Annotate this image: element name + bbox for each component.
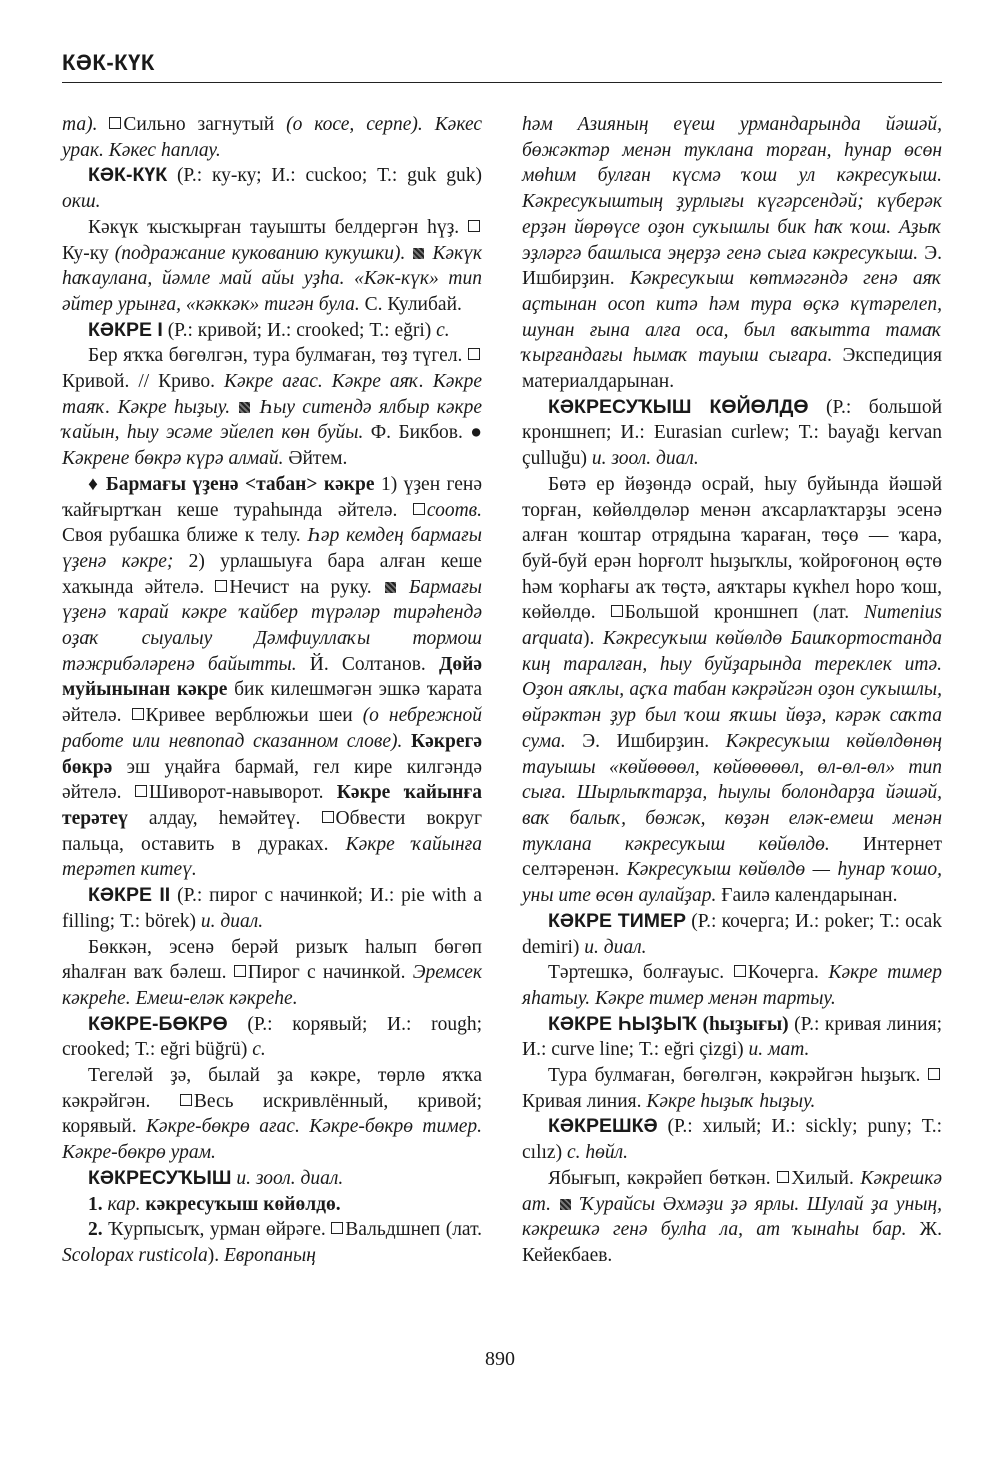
header-rule [62, 82, 942, 83]
entry-kak-kuk: КӘК-КҮК (Р.: ку-ку; И.: cuckoo; Т.: guk guk) окш. [62, 164, 482, 213]
headword: КӘКРЕ II [88, 884, 171, 907]
headword: КӘКРЕ-БӨКРӨ [88, 1012, 228, 1035]
entry-kakre-1: КӘКРЕ I (Р.: кривой; И.: crooked; Т.: eğri) с. [88, 318, 450, 341]
entry-continuation: һәм Азияның еүеш урмандарында йәшәй, бөжәктәр менән туклана торған, һунар өсөн мөһим булған күсмә ҡош ул кәкресуҡыш. Кәкресуҡыштың ҙурлығы күгәрсендәй; күберәк ерҙән йөрөүсе оҙон суҡышлы бик һаҡ ҡош. Аҙыҡ эҙләргә башлыса эңерҙә генә сыға кәкресуҡыш. Э. Ишбирҙин. Кәкресуҡыш көтмәгәндә генә аяҡ аҫтынан осоп китә һәм тура өҫкә күтәрелеп, шунан ғына алға оса, был ваҡытта тамаҡ ҡырғандағы һымаҡ тауыш сығара. Экспедиция материалдарынан. [522, 114, 942, 393]
headword: КӘК-КҮК [88, 164, 168, 187]
idiom-block: ♦ Бармағы үҙенә <табан> кәкре 1) үҙен генә ҡайғыртҡан кеше тураһында әйтелә. соотв. Своя рубашка ближе к телу. Һәр кемдең бармағы үҙенә кәкре; 2) урлашыуға бара алған кеше хаҡында әйтелә. Нечист на руку. Бармағы үҙенә ҡарай кәкре ҡайбер түрәләр тирәһендә оҙаҡ сыуалыу Дәмфиуллаҡы тормош тәжрибәләренә байытты. Й. Солтанов. Дөйә муйынынан кәкре бик килешмәгән эшкә ҡарата әйтелә. Кривее верблюжьи шеи (о небрежной работе или невпопад сказанном слове). Кәкрегә бөкрә эш уңайға бармай, гел кире килгәндә әйтелә. Шиворот-навыворот. Кәкре ҡайынға терәтеү алдау, һемәйтеү. Обвести вокруг пальца, оставить в дураках. Кәкре ҡайынға терәтеп китеү. [62, 473, 483, 881]
square-icon [468, 220, 480, 232]
diamond-icon: ♦ [88, 473, 100, 495]
hatched-square-icon [385, 582, 396, 593]
bullet-icon: ● [470, 422, 483, 444]
square-icon [132, 708, 144, 720]
page-number: 890 [485, 1348, 515, 1370]
definition: Бер яҡҡа бөгөлгән, тура булмаған, төҙ түгел. Кривой. // Криво. Кәкре ағас. Кәкре аяҡ. Кәкре таяҡ. Кәкре һыҙыу. Һыу ситендә ялбыр кәкре ҡайын, һыу эсәме эйелеп көн буйы. Ф. Бикбов. ● Кәкрене бөкрә күрә алмай. Әйтем. [62, 345, 483, 470]
headword: КӘКРЕСУҠЫШ [88, 1166, 232, 1189]
square-icon [413, 503, 425, 515]
right-column [522, 112, 942, 1269]
entry-kakre-hyzyk: КӘКРЕ ҺЫҘЫҠ (һыҙығы) (Р.: кривая линия; И.: curve line; Т.: eğri çizgi) и. мат. [522, 1012, 943, 1061]
square-icon [180, 1094, 192, 1106]
headword: КӘКРЕСУҠЫШ КӨЙӨЛДӨ [548, 395, 809, 418]
sense-1: 1. кар. кәкресуҡыш көйөлдө. [88, 1193, 341, 1215]
square-icon [777, 1171, 789, 1183]
square-icon [215, 580, 227, 592]
definition: Тура булмаған, бөгөлгән, кәкрәйгән һыҙыҡ. Кривая линия. Кәкре һыҙыҡ һыҙыу. [522, 1063, 942, 1114]
definition: Ябығып, кәкрәйеп бөткән. Хилый. Кәкрешкә ат. Ҡурайсы Әхмәҙи ҙә ярлы. Шулай ҙа уның, кәкрешкә генә булһа ла, ат ҡынаһы бар. Ж. Кейекбаев. [522, 1167, 943, 1266]
entry-continuation: та). Сильно загнутый (о косе, серпе). Кәкес урак. Кәкес һаплау. [62, 114, 483, 161]
square-icon [611, 605, 623, 617]
entry-kakre-2: КӘКРЕ II (Р.: пирог с начинкой; И.: pie with a filling; Т.: börek) и. диал. [62, 884, 482, 932]
sense-2: 2. Ҡурпысыҡ, урман өйрәге. Вальдшнеп (лат. Scolopax rusticola). Европаның [62, 1219, 483, 1266]
square-icon [234, 965, 246, 977]
definition: Кәкүк ҡысҡырған тауышты белдергән һүҙ. Ку-ку (подражание кукованию кукушки). Кәкүк һаҡаулана, йәмле май айы уҙһа. «Кәк-күк» тип әйтер урынға, «кәккәк» тигән була. С. Кулибай. [62, 216, 483, 315]
square-icon [322, 811, 334, 823]
hatched-square-icon [239, 402, 250, 413]
square-icon [109, 117, 121, 129]
hatched-square-icon [560, 1199, 571, 1210]
entry-kakre-timer: КӘКРЕ ТИМЕР (Р.: кочерга; И.: poker; Т.: ocak demiri) и. диал. [522, 909, 942, 958]
entry-kakreshka: КӘКРЕШКӘ (Р.: хилый; И.: sickly; puny; Т.: cılız) с. һөйл. [522, 1115, 942, 1164]
headword: КӘКРЕ I [88, 318, 163, 341]
headword: КӘКРЕ ҺЫҘЫҠ [548, 1012, 697, 1035]
entry-kakresukysh: КӘКРЕСУҠЫШ и. зоол. диал. [88, 1166, 344, 1189]
entry-kakre-bokro: КӘКРЕ-БӨКРӨ (Р.: корявый; И.: rough; crooked; Т.: eğri büğrü) с. [62, 1012, 482, 1061]
definition: Бөтә ер йөҙөндә осрай, һыу буйында йәшәй торған, көйөлдөләр менән аҡсарлаҡтарҙы эсенә алған ҡоштар отрядына ҡараған, төҫө — ҡара, буй-буй ерән һорғолт һыҙыҡлы, ҡойроғоноң өҫтө һәм ҡорһағы аҡ төҫтә, аяҡтары күкһел һоро ҡош, көйөлдө. Большой кроншнеп (лат. Numenius arquata). Кәкресуҡыш көйөлдө Башҡортостанда киң таралған, һыу буйҙарында тереклек итә. Оҙон аяҡлы, аҫҡа табан кәкрәйгән оҙон суҡышлы, өйрәктән ҙур был ҡош яҡшы йөҙә, кәрәк саҡта сума. Э. Ишбирҙин. Кәкресуҡыш көйөлдөнөң тауышы «көйөөөөл, көйөөөөөл, өл-өл-өл» тип сыға. Шырлыҡтарҙа, һыулы болондарҙа йәшәй, ваҡ балыҡ, бөжәк, көҙән еләк-емеш менән туклана кәкресуҡыш көйөлдө. Интернет селтәренән. Кәкресуҡыш көйөлдө — һунар ҡошо, уны ите өсөн аулайҙар. Ғаилә календарынан. [522, 473, 943, 907]
entry-kakresukysh-koyoldo: КӘКРЕСУҠЫШ КӨЙӨЛДӨ (Р.: большой кроншнеп; И.: Eurasian curlew; Т.: bayağı kervan çulluğu) и. зоол. диал. [522, 395, 943, 470]
running-head: КӘК-КҮК [62, 50, 155, 75]
hatched-square-icon [413, 248, 424, 259]
page-header [62, 50, 942, 76]
square-icon [331, 1222, 343, 1234]
headword: КӘКРЕ ТИМЕР [548, 909, 686, 932]
definition: Тәртешкә, болғауыс. Кочерга. Кәкре тимер яһатыу. Кәкре тимер менән тартыу. [522, 962, 942, 1009]
square-icon [135, 785, 147, 797]
headword: КӘКРЕШКӘ [548, 1115, 658, 1138]
square-icon [928, 1068, 940, 1080]
square-icon [468, 348, 480, 360]
square-icon [734, 965, 746, 977]
definition: Тегеләй ҙә, былай ҙа кәкре, төрлө яҡҡа кәкрәйгән. Весь искривлённый, кривой; корявый. Кәкре-бөкрө ағас. Кәкре-бөкрө тимер. Кәкре-бөкрө урам. [62, 1065, 482, 1164]
definition: Бөккән, эсенә берәй ризыҡ һалып бөгөп яһалған ваҡ бәлеш. Пирог с начинкой. Эремсек кәкреһе. Емеш-еләк кәкреһе. [62, 936, 483, 1009]
left-column [62, 112, 482, 1269]
